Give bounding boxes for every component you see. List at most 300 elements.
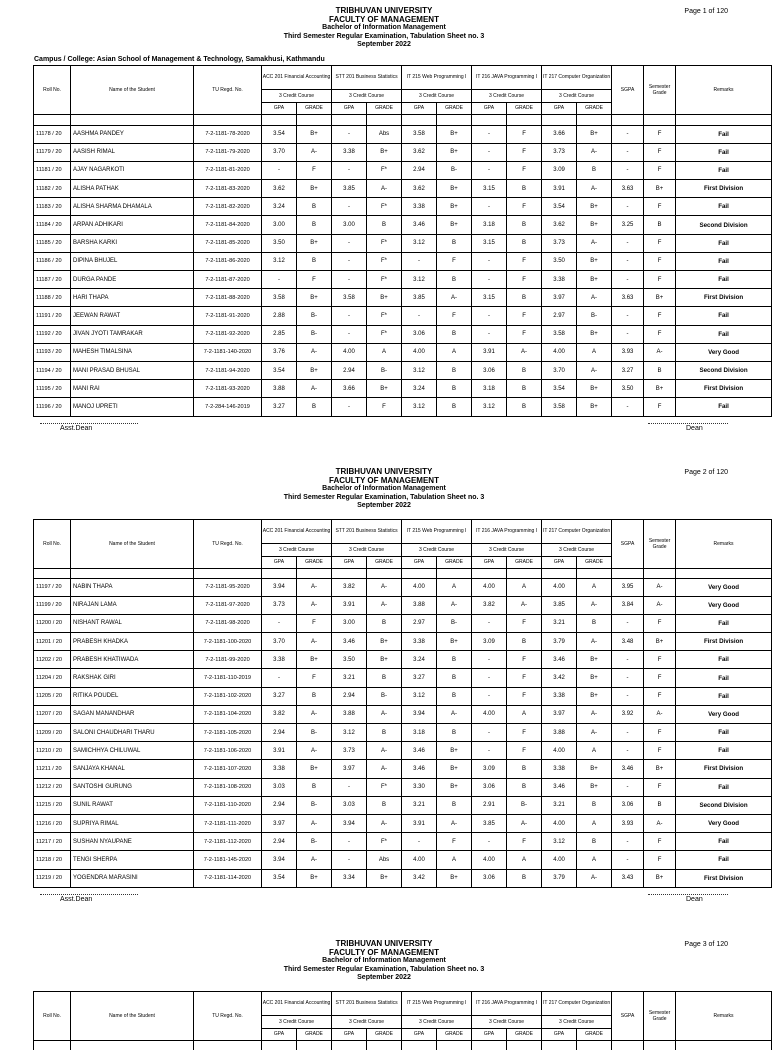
org-grade: B+ — [577, 687, 612, 705]
col-it-217: IT 217 Computer Organization — [542, 991, 612, 1015]
student-row — [34, 125, 772, 143]
org-gpa: 3.46 — [542, 778, 577, 796]
remarks: Fail — [676, 161, 772, 179]
acc-grade: A- — [297, 143, 332, 161]
sgpa: - — [612, 234, 644, 252]
org-gpa: 4.00 — [542, 742, 577, 760]
acc-grade: A- — [297, 380, 332, 398]
student-name: BARSHA KARKI — [71, 234, 194, 252]
grade-label: GRADE — [507, 102, 542, 114]
tu-regd-number: 7-2-1181-88-2020 — [194, 289, 262, 307]
roll-number: 11179 / 20 — [34, 143, 71, 161]
org-gpa: 4.00 — [542, 343, 577, 361]
roll-number: 11216 / 20 — [34, 814, 71, 832]
org-gpa: 3.38 — [542, 271, 577, 289]
stt-gpa: 3.50 — [332, 651, 367, 669]
acc-gpa: 3.70 — [262, 633, 297, 651]
stt-grade: B+ — [367, 633, 402, 651]
web-grade: B+ — [437, 216, 472, 234]
sgpa: 3.46 — [612, 760, 644, 778]
sgpa: - — [612, 198, 644, 216]
university-name: TRIBHUVAN UNIVERSITY — [335, 6, 433, 15]
acc-grade: A- — [297, 705, 332, 723]
org-gpa: 3.50 — [542, 252, 577, 270]
exam-date: September 2022 — [357, 41, 411, 48]
student-name: SALONI CHAUDHARI THARU — [71, 724, 194, 742]
student-row — [34, 325, 772, 343]
acc-gpa: 3.94 — [262, 851, 297, 869]
results-table — [33, 519, 772, 888]
semester-grade: B+ — [644, 180, 676, 198]
student-name: ALISHA SHARMA DHAMALA — [71, 198, 194, 216]
remarks: Fail — [676, 271, 772, 289]
dean-label: Dean — [686, 424, 703, 432]
semester-grade: B+ — [644, 380, 676, 398]
roll-number: 11199 / 20 — [34, 596, 71, 614]
acc-grade: B+ — [297, 180, 332, 198]
tu-regd-number: 7-2-1181-107-2020 — [194, 760, 262, 778]
web-gpa: 4.00 — [402, 851, 437, 869]
acc-grade: A- — [297, 633, 332, 651]
org-gpa: 3.42 — [542, 669, 577, 687]
gpa-label: GPA — [332, 556, 367, 568]
remarks: Very Good — [676, 705, 772, 723]
acc-grade: B — [297, 398, 332, 416]
tu-regd-number: 7-2-1181-82-2020 — [194, 198, 262, 216]
acc-grade: B+ — [297, 289, 332, 307]
sheet-page-3 — [0, 933, 768, 1037]
credit-label: 3 Credit Course — [402, 89, 472, 102]
java-gpa: - — [472, 252, 507, 270]
java-gpa: 3.15 — [472, 180, 507, 198]
stt-gpa: 3.03 — [332, 796, 367, 814]
university-name: TRIBHUVAN UNIVERSITY — [335, 467, 433, 476]
acc-grade: F — [297, 669, 332, 687]
roll-number: 11178 / 20 — [34, 125, 71, 143]
tu-regd-number: 7-2-1181-91-2020 — [194, 307, 262, 325]
web-gpa: 3.88 — [402, 596, 437, 614]
org-grade: B+ — [577, 651, 612, 669]
asst-dean-signature-line — [40, 423, 138, 424]
acc-gpa: - — [262, 271, 297, 289]
col-acc-201: ACC 201 Financial Accounting — [262, 519, 332, 543]
grade-label: GRADE — [367, 102, 402, 114]
gpa-label: GPA — [262, 102, 297, 114]
exam-title: Third Semester Regular Examination, Tabulation Sheet no. 3 — [283, 32, 485, 40]
tu-regd-number: 7-2-1181-98-2020 — [194, 614, 262, 632]
java-grade: F — [507, 125, 542, 143]
sgpa: 3.43 — [612, 869, 644, 887]
tu-regd-number: 7-2-1181-108-2020 — [194, 778, 262, 796]
tu-regd-number: 7-2-1181-94-2020 — [194, 361, 262, 379]
col-it-217: IT 217 Computer Organization — [542, 519, 612, 543]
sgpa: - — [612, 325, 644, 343]
sgpa: - — [612, 669, 644, 687]
student-name: ALISHA PATHAK — [71, 180, 194, 198]
gpa-label: GPA — [472, 102, 507, 114]
col-sgpa: SGPA — [612, 65, 644, 114]
col-it-217: IT 217 Computer Organization — [542, 65, 612, 89]
web-grade: B — [437, 325, 472, 343]
acc-gpa: 3.62 — [262, 180, 297, 198]
semester-grade: B — [644, 361, 676, 379]
java-gpa: 2.91 — [472, 796, 507, 814]
org-grade: B — [577, 796, 612, 814]
student-row — [34, 742, 772, 760]
student-name: DURGA PANDE — [71, 271, 194, 289]
tu-regd-number: 7-2-1181-81-2020 — [194, 161, 262, 179]
semester-grade: F — [644, 398, 676, 416]
acc-grade: B+ — [297, 651, 332, 669]
remarks: Fail — [676, 234, 772, 252]
tu-regd-number: 7-2-1181-93-2020 — [194, 380, 262, 398]
stt-grade: B- — [367, 687, 402, 705]
acc-grade: F — [297, 161, 332, 179]
java-grade: B — [507, 289, 542, 307]
col-sgpa: SGPA — [612, 991, 644, 1040]
dean-label: Dean — [686, 895, 703, 903]
student-row — [34, 833, 772, 851]
student-name: SUNIL RAWAT — [71, 796, 194, 814]
campus-line: Campus / College: Asian School of Management & Technology, Samakhusi, Kathmandu — [34, 55, 325, 63]
java-gpa: 3.18 — [472, 380, 507, 398]
org-grade: A- — [577, 180, 612, 198]
acc-gpa: 2.88 — [262, 307, 297, 325]
tu-regd-number: 7-2-1181-105-2020 — [194, 724, 262, 742]
grade-label: GRADE — [437, 1028, 472, 1040]
web-grade: F — [437, 252, 472, 270]
remarks: Fail — [676, 687, 772, 705]
sgpa: 3.84 — [612, 596, 644, 614]
sgpa: 3.92 — [612, 705, 644, 723]
stt-gpa: - — [332, 398, 367, 416]
student-name: MANI PRASAD BHUSAL — [71, 361, 194, 379]
acc-gpa: 3.24 — [262, 198, 297, 216]
stt-gpa: - — [332, 271, 367, 289]
student-name: SAMICHHYA CHILUWAL — [71, 742, 194, 760]
org-grade: B+ — [577, 216, 612, 234]
credit-label: 3 Credit Course — [542, 89, 612, 102]
java-gpa: 4.00 — [472, 705, 507, 723]
org-gpa: 3.12 — [542, 833, 577, 851]
stt-grade: F* — [367, 234, 402, 252]
page-number: Page 3 of 120 — [684, 941, 728, 948]
remarks: Fail — [676, 143, 772, 161]
student-row — [34, 161, 772, 179]
stt-grade: Abs — [367, 851, 402, 869]
remarks: Fail — [676, 742, 772, 760]
semester-grade: B — [644, 216, 676, 234]
java-gpa: - — [472, 307, 507, 325]
remarks: Very Good — [676, 596, 772, 614]
roll-number: 11186 / 20 — [34, 252, 71, 270]
acc-grade: A- — [297, 578, 332, 596]
web-grade: B+ — [437, 869, 472, 887]
org-grade: B+ — [577, 125, 612, 143]
gpa-label: GPA — [262, 1028, 297, 1040]
student-name: PRABESH KHADKA — [71, 633, 194, 651]
sgpa: - — [612, 307, 644, 325]
faculty-name: FACULTY OF MANAGEMENT — [329, 15, 439, 24]
java-grade: F — [507, 307, 542, 325]
credit-label: 3 Credit Course — [542, 1015, 612, 1028]
stt-grade: A- — [367, 705, 402, 723]
gpa-label: GPA — [542, 556, 577, 568]
student-name: SUPRIYA RIMAL — [71, 814, 194, 832]
roll-number: 11197 / 20 — [34, 578, 71, 596]
col-semester-grade: Semester Grade — [644, 519, 676, 568]
web-gpa: 2.97 — [402, 614, 437, 632]
roll-number: 11194 / 20 — [34, 361, 71, 379]
credit-label: 3 Credit Course — [262, 1015, 332, 1028]
student-name: JIVAN JYOTI TAMRAKAR — [71, 325, 194, 343]
acc-gpa: 3.88 — [262, 380, 297, 398]
web-grade: B+ — [437, 760, 472, 778]
java-grade: F — [507, 161, 542, 179]
gpa-label: GPA — [542, 1028, 577, 1040]
web-grade: B- — [437, 161, 472, 179]
stt-gpa: 3.73 — [332, 742, 367, 760]
acc-gpa: 2.94 — [262, 833, 297, 851]
col-remarks: Remarks — [676, 991, 772, 1040]
stt-gpa: 3.34 — [332, 869, 367, 887]
acc-gpa: 2.94 — [262, 724, 297, 742]
roll-number: 11195 / 20 — [34, 380, 71, 398]
grade-label: GRADE — [577, 1028, 612, 1040]
acc-gpa: 3.97 — [262, 814, 297, 832]
org-grade: A- — [577, 234, 612, 252]
sgpa: - — [612, 778, 644, 796]
web-gpa: 3.62 — [402, 143, 437, 161]
org-grade: B — [577, 614, 612, 632]
student-row — [34, 307, 772, 325]
org-gpa: 3.79 — [542, 869, 577, 887]
student-row — [34, 760, 772, 778]
java-gpa: - — [472, 742, 507, 760]
roll-number: 11210 / 20 — [34, 742, 71, 760]
col-it-216: IT 216 JAVA Programming I — [472, 519, 542, 543]
stt-grade: F — [367, 398, 402, 416]
semester-grade: F — [644, 687, 676, 705]
web-gpa: 3.24 — [402, 380, 437, 398]
stt-gpa: - — [332, 851, 367, 869]
tu-regd-number: 7-2-1181-78-2020 — [194, 125, 262, 143]
roll-number: 11212 / 20 — [34, 778, 71, 796]
student-row — [34, 614, 772, 632]
web-grade: A- — [437, 596, 472, 614]
student-row — [34, 578, 772, 596]
credit-label: 3 Credit Course — [262, 543, 332, 556]
web-gpa: 3.38 — [402, 633, 437, 651]
web-gpa: 3.30 — [402, 778, 437, 796]
acc-grade: F — [297, 614, 332, 632]
java-grade: B — [507, 398, 542, 416]
java-gpa: 4.00 — [472, 851, 507, 869]
org-grade: B — [577, 161, 612, 179]
tu-regd-number: 7-2-1181-99-2020 — [194, 651, 262, 669]
sheet-header — [0, 933, 768, 983]
asst-dean-label: Asst.Dean — [60, 895, 93, 903]
sgpa: 3.48 — [612, 633, 644, 651]
roll-number: 11188 / 20 — [34, 289, 71, 307]
org-gpa: 3.38 — [542, 687, 577, 705]
java-grade: F — [507, 325, 542, 343]
roll-number: 11193 / 20 — [34, 343, 71, 361]
remarks: Very Good — [676, 814, 772, 832]
stt-gpa: 3.00 — [332, 216, 367, 234]
roll-number: 11205 / 20 — [34, 687, 71, 705]
stt-gpa: 3.66 — [332, 380, 367, 398]
col-stt-201: STT 201 Business Statistics — [332, 991, 402, 1015]
remarks: First Division — [676, 869, 772, 887]
roll-number: 11196 / 20 — [34, 398, 71, 416]
remarks: Fail — [676, 851, 772, 869]
java-grade: B — [507, 633, 542, 651]
java-gpa: - — [472, 724, 507, 742]
web-grade: B — [437, 271, 472, 289]
col-student-name: Name of the Student — [71, 65, 194, 114]
web-gpa: 4.00 — [402, 578, 437, 596]
semester-grade: A- — [644, 578, 676, 596]
org-gpa: 3.62 — [542, 216, 577, 234]
java-grade: A — [507, 705, 542, 723]
tu-regd-number: 7-2-1181-111-2020 — [194, 814, 262, 832]
acc-gpa: 3.50 — [262, 234, 297, 252]
stt-grade: F* — [367, 833, 402, 851]
semester-grade: F — [644, 143, 676, 161]
stt-grade: A- — [367, 578, 402, 596]
stt-gpa: - — [332, 778, 367, 796]
gpa-label: GPA — [542, 102, 577, 114]
org-grade: A- — [577, 705, 612, 723]
student-row — [34, 596, 772, 614]
acc-grade: B+ — [297, 361, 332, 379]
student-name: MAHESH TIMALSINA — [71, 343, 194, 361]
stt-gpa: 4.00 — [332, 343, 367, 361]
credit-label: 3 Credit Course — [262, 89, 332, 102]
java-gpa: - — [472, 325, 507, 343]
web-grade: B — [437, 796, 472, 814]
student-name: HARI THAPA — [71, 289, 194, 307]
java-gpa: - — [472, 651, 507, 669]
student-row — [34, 234, 772, 252]
acc-grade: B — [297, 687, 332, 705]
sheet-header — [0, 461, 768, 511]
roll-number: 11218 / 20 — [34, 851, 71, 869]
acc-grade: B+ — [297, 234, 332, 252]
web-gpa: 3.91 — [402, 814, 437, 832]
stt-grade: F* — [367, 252, 402, 270]
sgpa: - — [612, 724, 644, 742]
web-gpa: - — [402, 307, 437, 325]
sgpa: 3.63 — [612, 180, 644, 198]
java-gpa: 3.06 — [472, 869, 507, 887]
tu-regd-number: 7-2-1181-83-2020 — [194, 180, 262, 198]
student-name: SUSHAN NYAUPANE — [71, 833, 194, 851]
credit-label: 3 Credit Course — [472, 543, 542, 556]
org-grade: B+ — [577, 325, 612, 343]
tu-regd-number: 7-2-1181-92-2020 — [194, 325, 262, 343]
col-stt-201: STT 201 Business Statistics — [332, 65, 402, 89]
java-gpa: 3.18 — [472, 216, 507, 234]
col-student-name: Name of the Student — [71, 519, 194, 568]
org-grade: B+ — [577, 778, 612, 796]
tu-regd-number: 7-2-1181-86-2020 — [194, 252, 262, 270]
acc-gpa: 3.91 — [262, 742, 297, 760]
student-row — [34, 869, 772, 887]
roll-number: 11184 / 20 — [34, 216, 71, 234]
spacer-row — [34, 1040, 772, 1050]
web-gpa: 3.06 — [402, 325, 437, 343]
java-grade: B — [507, 380, 542, 398]
java-grade: F — [507, 833, 542, 851]
stt-grade: B — [367, 724, 402, 742]
stt-grade: F* — [367, 325, 402, 343]
col-tu-regd-number: TU Regd. No. — [194, 65, 262, 114]
stt-grade: B- — [367, 361, 402, 379]
student-name: AASHMA PANDEY — [71, 125, 194, 143]
semester-grade: F — [644, 851, 676, 869]
acc-gpa: 3.03 — [262, 778, 297, 796]
remarks: Fail — [676, 778, 772, 796]
semester-grade: B+ — [644, 633, 676, 651]
student-row — [34, 271, 772, 289]
semester-grade: F — [644, 307, 676, 325]
java-grade: B — [507, 760, 542, 778]
sgpa: - — [612, 614, 644, 632]
roll-number: 11183 / 20 — [34, 198, 71, 216]
col-it-216: IT 216 JAVA Programming I — [472, 65, 542, 89]
web-grade: A- — [437, 814, 472, 832]
web-gpa: 3.38 — [402, 198, 437, 216]
tu-regd-number: 7-2-1181-104-2020 — [194, 705, 262, 723]
roll-number: 11191 / 20 — [34, 307, 71, 325]
org-gpa: 3.73 — [542, 143, 577, 161]
credit-label: 3 Credit Course — [542, 543, 612, 556]
semester-grade: F — [644, 724, 676, 742]
java-gpa: 3.06 — [472, 361, 507, 379]
gpa-label: GPA — [262, 556, 297, 568]
acc-grade: B — [297, 778, 332, 796]
org-gpa: 3.91 — [542, 180, 577, 198]
org-grade: B+ — [577, 198, 612, 216]
org-grade: B+ — [577, 380, 612, 398]
web-grade: B+ — [437, 742, 472, 760]
org-grade: A- — [577, 361, 612, 379]
java-gpa: - — [472, 125, 507, 143]
page-number: Page 1 of 120 — [684, 8, 728, 15]
student-row — [34, 705, 772, 723]
semester-grade: A- — [644, 596, 676, 614]
acc-grade: B- — [297, 325, 332, 343]
col-tu-regd-number: TU Regd. No. — [194, 991, 262, 1040]
stt-gpa: - — [332, 307, 367, 325]
org-grade: A — [577, 578, 612, 596]
org-grade: B- — [577, 307, 612, 325]
gpa-label: GPA — [472, 556, 507, 568]
col-acc-201: ACC 201 Financial Accounting — [262, 65, 332, 89]
asst-dean-label: Asst.Dean — [60, 424, 93, 432]
roll-number: 11201 / 20 — [34, 633, 71, 651]
stt-grade: B — [367, 796, 402, 814]
web-gpa: 3.27 — [402, 669, 437, 687]
tu-regd-number: 7-2-1181-87-2020 — [194, 271, 262, 289]
web-gpa: 3.62 — [402, 180, 437, 198]
stt-grade: B+ — [367, 869, 402, 887]
java-gpa: 3.91 — [472, 343, 507, 361]
col-roll-number: Roll No. — [34, 65, 71, 114]
student-row — [34, 633, 772, 651]
